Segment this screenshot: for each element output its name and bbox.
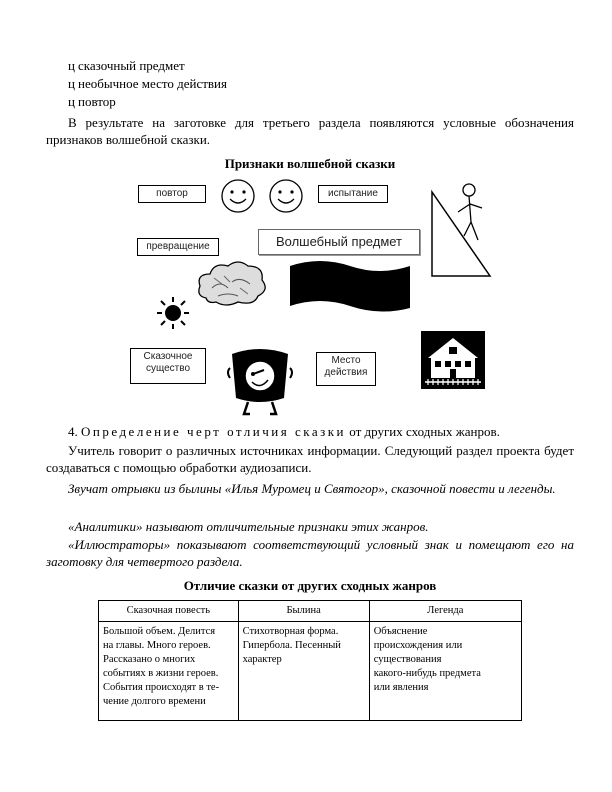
bullet-item: ц повтор (68, 94, 116, 109)
label-povtor: повтор (138, 185, 206, 203)
cloud-icon (194, 258, 270, 308)
figure-title: Признаки волшебной сказки (224, 156, 396, 171)
monster-icon (226, 344, 294, 416)
label-ispytanie: испытание (318, 185, 388, 203)
sun-icon (156, 296, 190, 330)
smiley-icon (268, 178, 304, 214)
paragraph-excerpts: Звучат отрывки из былины «Илья Муромец и Святогор», сказочной повести и легенды. (68, 481, 556, 496)
table-cell: Большой объем. Делится на главы. Много героев. Рассказано о многих событиях в жизни героев. События происходят в те- чение долгого времени (99, 622, 239, 721)
genres-table (98, 600, 522, 721)
label-prevraschenie: превращение (137, 238, 219, 256)
table-title: Отличие сказки от других сходных жанров (183, 578, 437, 593)
section-heading: 4. Определение черт отличия сказки от других сходных жанров. (68, 424, 500, 439)
table-cell: Стихотворная форма. Гипербола. Песенный характер (238, 622, 369, 721)
bullet-item: ц сказочный предмет (68, 58, 185, 73)
paragraph-analysts: «Аналитики» называют отличительные признаки этих жанров. (68, 519, 429, 534)
paragraph-illustrators: «Иллюстраторы» показывают соответствующий условный знак и помещают его на заготовку для четвертого раздела. (46, 537, 574, 569)
paragraph-teacher: Учитель говорит о различных источниках информации. Следующий раздел проекта будет создаваться с помощью обработки аудиозаписи. (46, 443, 574, 475)
column-header: Легенда (369, 601, 521, 622)
flag-icon (288, 258, 412, 316)
table-cell: Объяснение происхождения или существования какого-нибудь предмета или явления (369, 622, 521, 721)
label-place: Место действия (316, 352, 376, 386)
paragraph-result: В результате на заготовке для третьего раздела появляются условные обозначения признаков волшебной сказки. (46, 115, 574, 147)
stick-figure-icon (428, 178, 496, 282)
bullet-item: ц необычное место действия (68, 76, 227, 91)
table-header-row (99, 601, 522, 622)
label-creature: Сказочное существо (130, 348, 206, 384)
house-icon (420, 330, 486, 390)
column-header: Былина (238, 601, 369, 622)
column-header: Сказочная повесть (99, 601, 239, 622)
label-magic-item: Волшебный предмет (258, 229, 420, 255)
smiley-icon (220, 178, 256, 214)
table-row (99, 622, 522, 721)
